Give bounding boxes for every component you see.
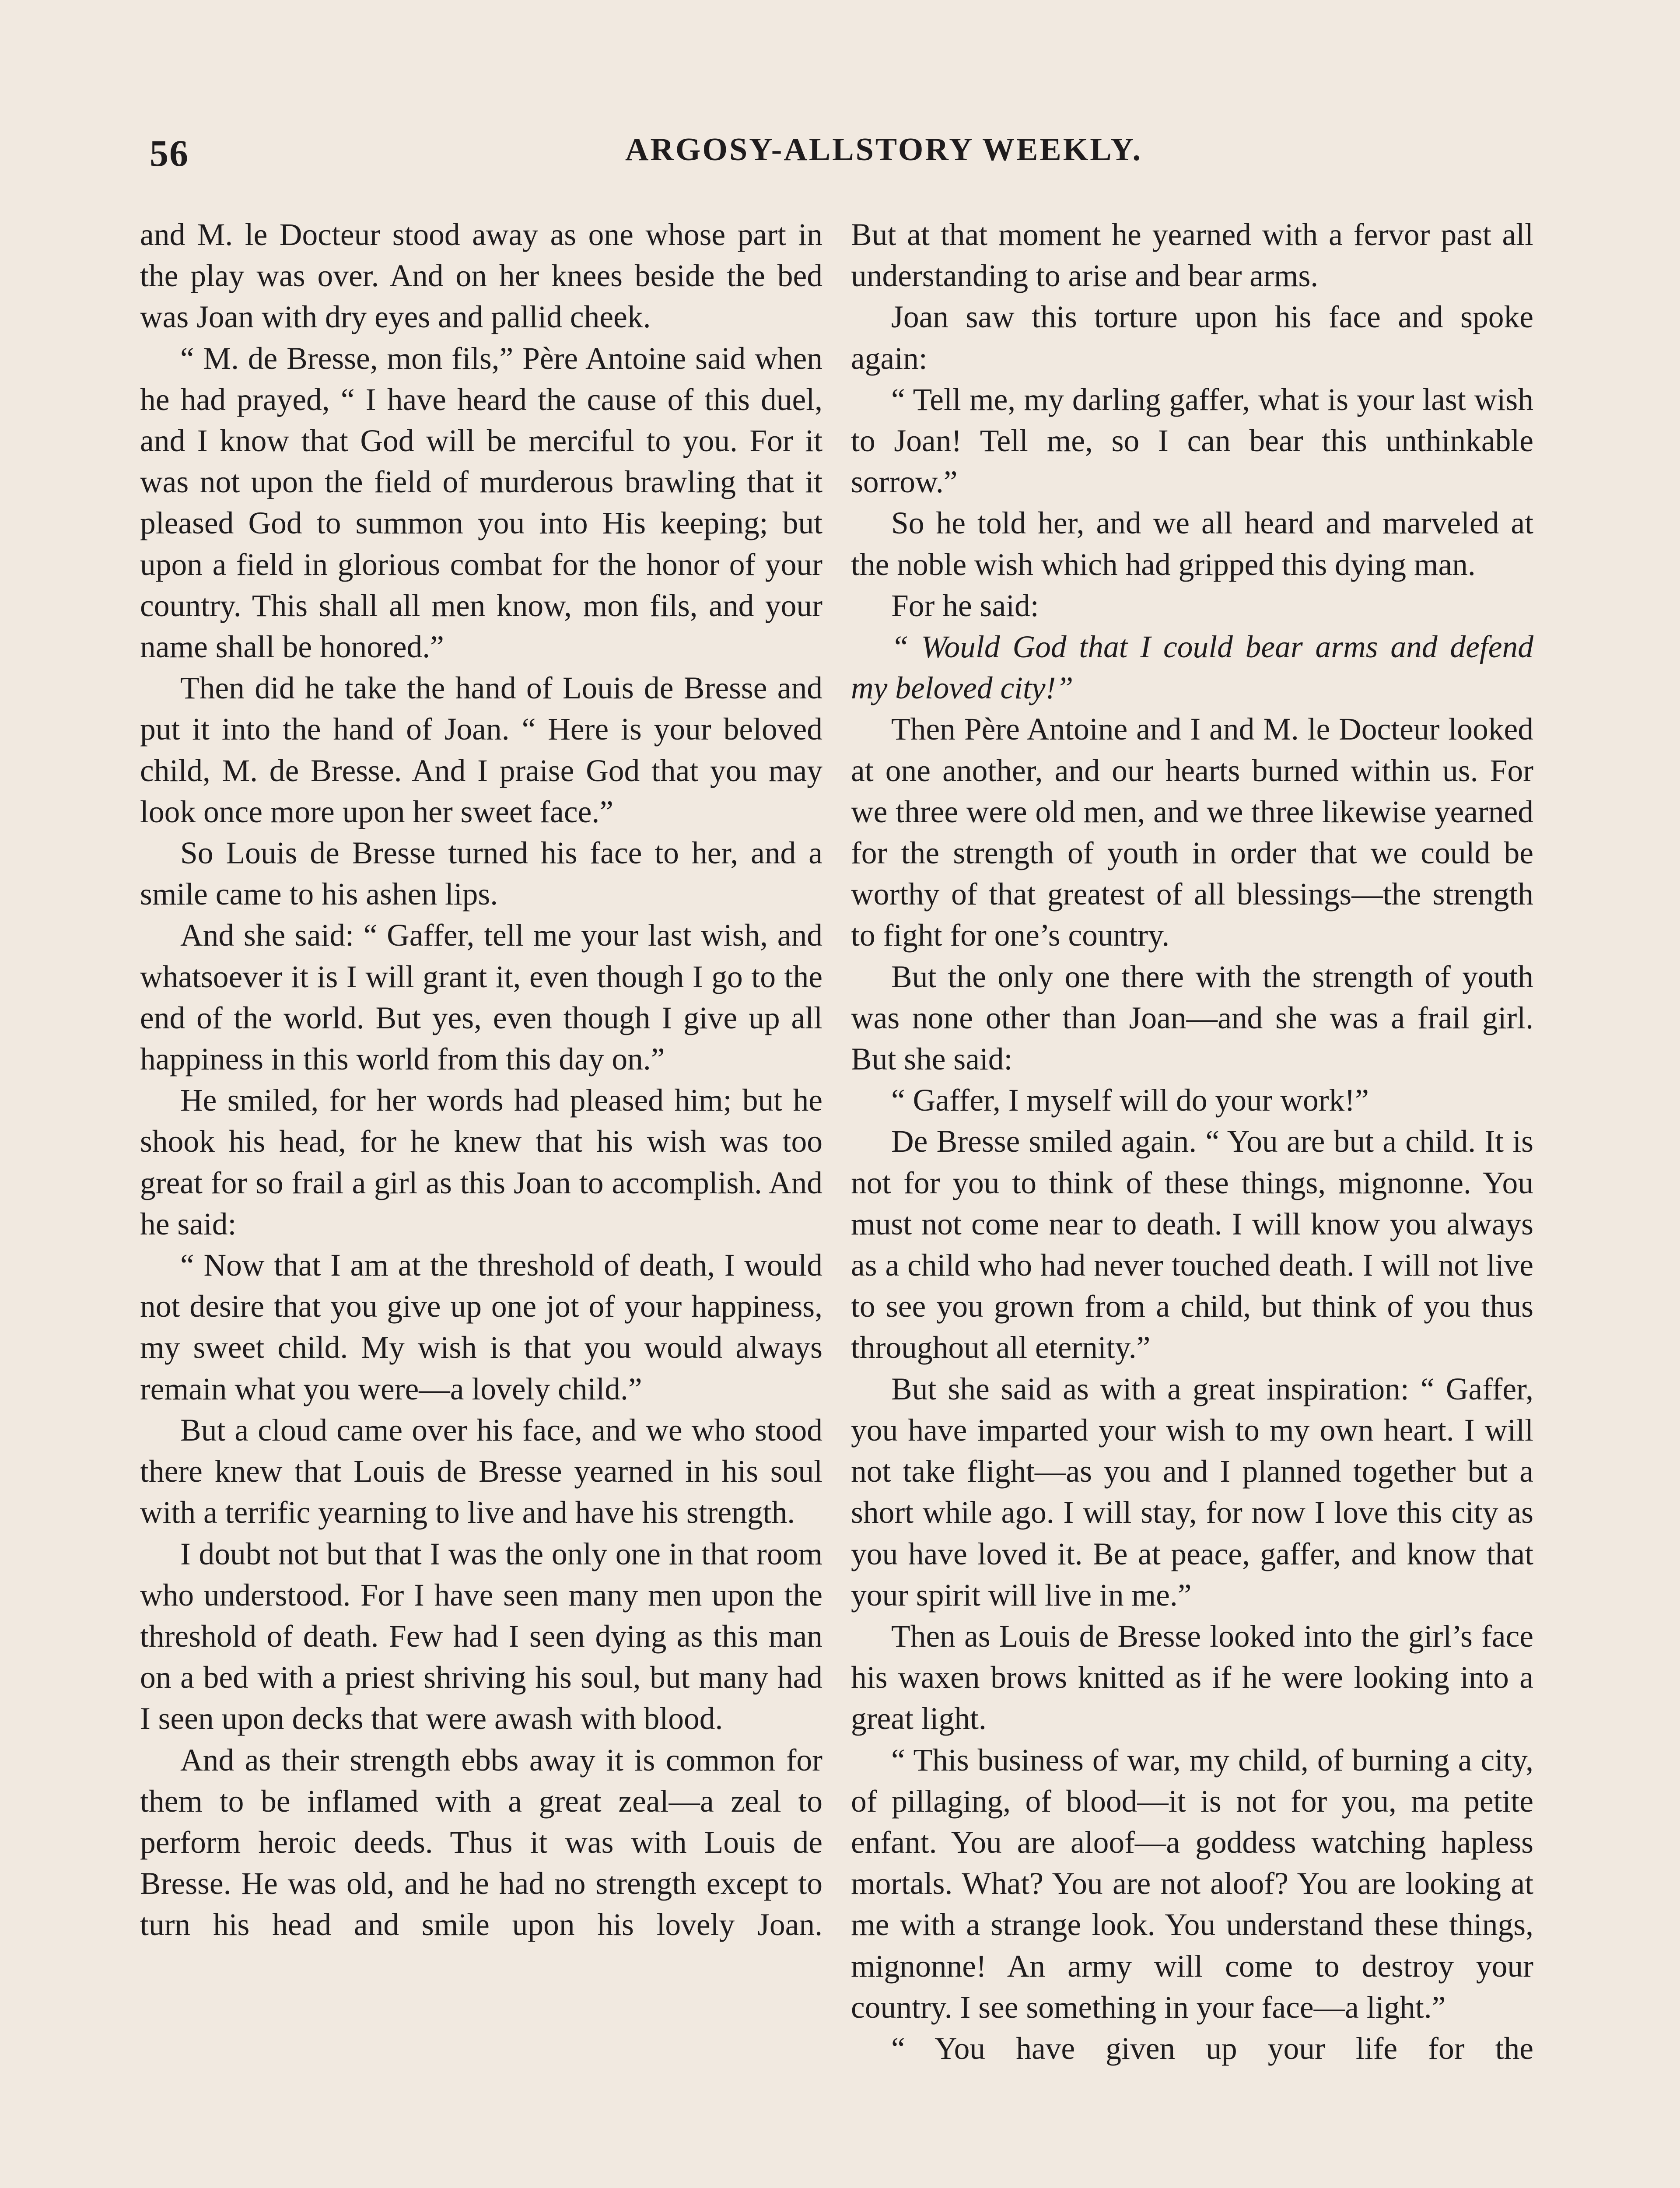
right-column (851, 214, 1533, 2069)
paragraph: Then as Louis de Bresse looked into the girl’s face his waxen brows knitted as if he were looking into a great light. (851, 1619, 1533, 1736)
paragraph: And as their strength ebbs away it is common for them to be inflamed with a great zeal—a zeal to perform heroic deeds. Thus it was with Louis de Bresse. He was old, and he had no strength except to turn his head and smile upon his lovely Joan. (140, 1743, 822, 1943)
paragraph: But a cloud came over his face, and we who stood there knew that Louis de Bresse yearned in his soul with a terrific yearning to live and have his strength. (140, 1413, 822, 1530)
paragraph: Then Père Antoine and I and M. le Docteur looked at one another, and our hearts burned within us. For we three were old men, and we three likewise yearned for the strength of youth in order that we could be worthy of that greatest of all blessings—the strength to fight for one’s country. (851, 712, 1533, 953)
paragraph: “ Would God that I could bear arms and defend my beloved city!” (851, 630, 1533, 706)
paragraph: I doubt not but that I was the only one in that room who understood. For I have seen many men upon the threshold of death. Few had I seen dying as this man on a bed with a priest shriving his soul, but many had I seen upon decks that were awash with blood. (140, 1536, 822, 1736)
paragraph: and M. le Docteur stood away as one whose part in the play was over. And on her knees beside the bed was Joan with dry eyes and pallid cheek. (140, 217, 822, 335)
paragraph: “ Gaffer, I myself will do your work!” (891, 1083, 1369, 1118)
paragraph: Joan saw this torture upon his face and spoke again: (851, 300, 1533, 376)
paragraph: For he said: (891, 588, 1039, 623)
running-title: ARGOSY-ALLSTORY WEEKLY. (625, 132, 1143, 168)
paragraph: Then did he take the hand of Louis de Bresse and put it into the hand of Joan. “ Here is your beloved child, M. de Bresse. And I praise God that you may look once more upon her sweet face.” (140, 671, 822, 829)
page-header (144, 131, 1536, 184)
paragraph: But at that moment he yearned with a fervor past all understanding to arise and bear arms. (851, 217, 1533, 294)
paragraph: But she said as with a great inspiration: “ Gaffer, you have imparted your wish to my own heart. I will not take flight—as you and I planned together but a short while ago. I will stay, for now I love this city as you have loved it. Be at peace, gaffer, and know that your spirit will live in me.” (851, 1371, 1533, 1613)
paragraph: “ Now that I am at the threshold of death, I would not desire that you give up one jot of your happiness, my sweet child. My wish is that you would always remain what you were—a lovely child.” (140, 1248, 822, 1406)
paragraph: “ This business of war, my child, of burning a city, of pillaging, of blood—it is not for you, ma petite enfant. You are aloof—a goddess watching hapless mortals. What? You are not aloof? You are looking at me with a strange look. You understand these things, mignonne! An army will come to destroy your country. I see something in your face—a light.” (851, 1743, 1533, 2025)
paragraph: But the only one there with the strength of youth was none other than Joan—and she was a frail girl. But she said: (851, 959, 1533, 1077)
paragraph: So Louis de Bresse turned his face to her, and a smile came to his ashen lips. (140, 836, 822, 912)
paragraph: He smiled, for her words had pleased him; but he shook his head, for he knew that his wish was too great for so frail a girl as this Joan to accomplish. And he said: (140, 1083, 822, 1241)
paragraph: “ You have given up your life for the (891, 2031, 1533, 2066)
paragraph: And she said: “ Gaffer, tell me your last wish, and whatsoever it is I will grant it, even though I go to the end of the world. But yes, even though I give up all happiness in this world from this day on.” (140, 918, 822, 1077)
paragraph: “ M. de Bresse, mon fils,” Père Antoine said when he had prayed, “ I have heard the cause of this duel, and I know that God will be merciful to you. For it was not upon the field of murderous brawling that it pleased God to summon you into His keeping; but upon a field in glorious combat for the honor of your country. This shall all men know, mon fils, and your name shall be honored.” (140, 341, 822, 665)
page-number: 56 (150, 132, 189, 174)
paragraph: “ Tell me, my darling gaffer, what is your last wish to Joan! Tell me, so I can bear this unthinkable sorrow.” (851, 382, 1533, 500)
left-column (140, 214, 822, 1946)
paragraph: So he told her, and we all heard and marveled at the noble wish which had gripped this dying man. (851, 506, 1533, 582)
paragraph: De Bresse smiled again. “ You are but a child. It is not for you to think of these things, mignonne. You must not come near to death. I will know you always as a child who had never touched death. I will not live to see you grown from a child, but think of you thus throughout all eternity.” (851, 1124, 1533, 1365)
